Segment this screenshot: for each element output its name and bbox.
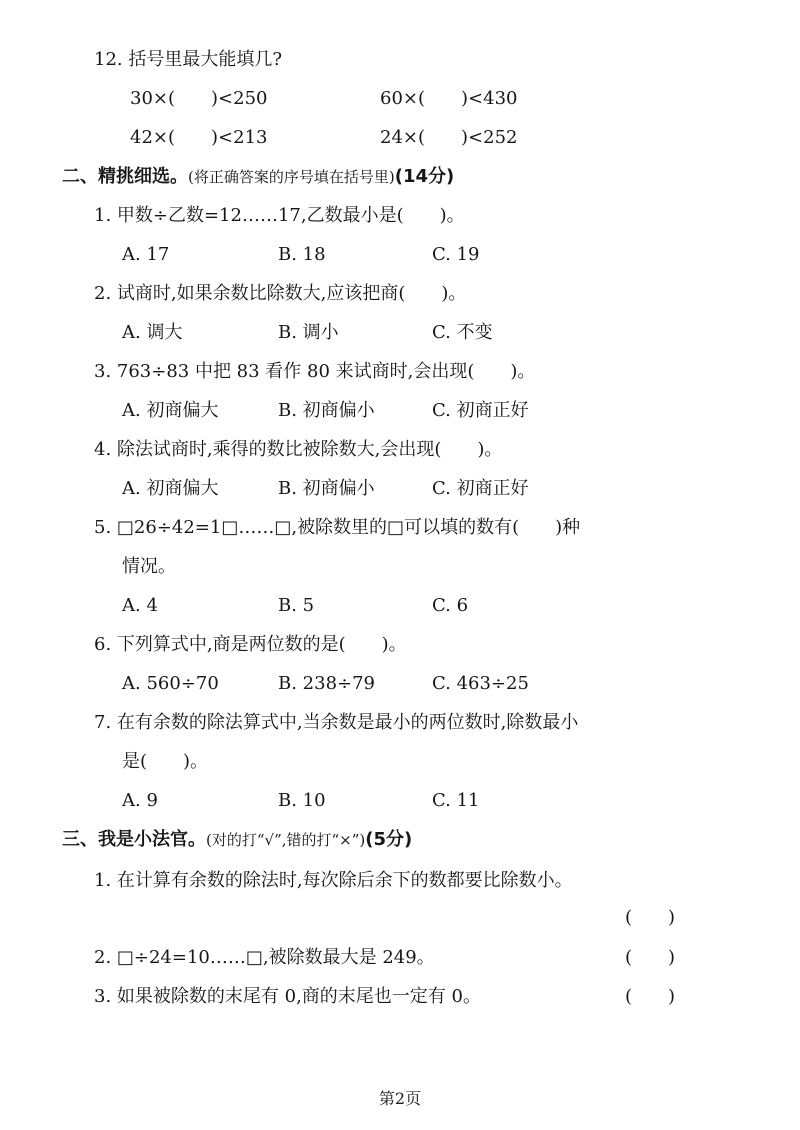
section-3-score: (5分) [365, 829, 413, 850]
option-b: B. 调小 [278, 322, 339, 343]
question-stem: 4. 除法试商时,乘得的数比被除数大,会出现( )。 [94, 439, 503, 460]
question-stem: 6. 下列算式中,商是两位数的是( )。 [94, 634, 407, 655]
option-c: C. 11 [432, 790, 480, 811]
q12-item: 60×( )<430 [380, 88, 518, 109]
option-a: A. 9 [122, 790, 158, 811]
option-a: A. 初商偏大 [122, 400, 219, 421]
option-a: A. 调大 [122, 322, 183, 343]
option-b: B. 10 [278, 790, 326, 811]
question-stem: 7. 在有余数的除法算式中,当余数是最小的两位数时,除数最小 [94, 712, 579, 733]
option-a: A. 560÷70 [122, 673, 219, 694]
option-c: C. 初商正好 [432, 478, 529, 499]
section-2-score: (14分) [394, 166, 455, 187]
option-c: C. 6 [432, 595, 469, 616]
q12-item: 42×( )<213 [130, 127, 268, 148]
q12-item: 30×( )<250 [130, 88, 268, 109]
q12-stem: 12. 括号里最大能填几? [94, 49, 282, 70]
option-c: C. 463÷25 [432, 673, 529, 694]
answer-blank[interactable]: ( ) [625, 947, 676, 968]
question-stem: 5. □26÷42=1□……□,被除数里的□可以填的数有( )种 [94, 517, 581, 538]
judgement-stem: 3. 如果被除数的末尾有 0,商的末尾也一定有 0。 [94, 986, 481, 1007]
section-3-note: (对的打“√”,错的打“×”) [206, 831, 366, 849]
q12-item: 24×( )<252 [380, 127, 518, 148]
option-c: C. 不变 [432, 322, 493, 343]
option-a: A. 初商偏大 [122, 478, 219, 499]
question-stem: 2. 试商时,如果余数比除数大,应该把商( )。 [94, 283, 467, 304]
section-2-note: (将正确答案的序号填在括号里) [188, 168, 395, 186]
section-2-title: 二、精挑细选。 [62, 166, 188, 187]
page-number: 第2页 [378, 1089, 422, 1108]
option-c: C. 19 [432, 244, 480, 265]
section-3-title: 三、我是小法官。 [62, 829, 206, 850]
answer-blank[interactable]: ( ) [625, 907, 676, 928]
option-b: B. 初商偏小 [278, 478, 375, 499]
judgement-stem: 1. 在计算有余数的除法时,每次除后余下的数都要比除数小。 [94, 870, 573, 891]
option-a: A. 4 [122, 595, 158, 616]
question-stem: 3. 763÷83 中把 83 看作 80 来试商时,会出现( )。 [94, 361, 536, 382]
option-b: B. 18 [278, 244, 326, 265]
answer-blank[interactable]: ( ) [625, 986, 676, 1007]
option-b: B. 5 [278, 595, 315, 616]
question-stem-continued: 是( )。 [122, 751, 209, 772]
option-b: B. 初商偏小 [278, 400, 375, 421]
question-stem: 1. 甲数÷乙数=12……17,乙数最小是( )。 [94, 205, 465, 226]
question-stem-continued: 情况。 [122, 556, 176, 577]
section-3-heading [62, 828, 412, 852]
judgement-stem: 2. □÷24=10……□,被除数最大是 249。 [94, 947, 435, 968]
option-a: A. 17 [122, 244, 170, 265]
section-2-heading [62, 165, 454, 189]
option-c: C. 初商正好 [432, 400, 529, 421]
option-b: B. 238÷79 [278, 673, 376, 694]
